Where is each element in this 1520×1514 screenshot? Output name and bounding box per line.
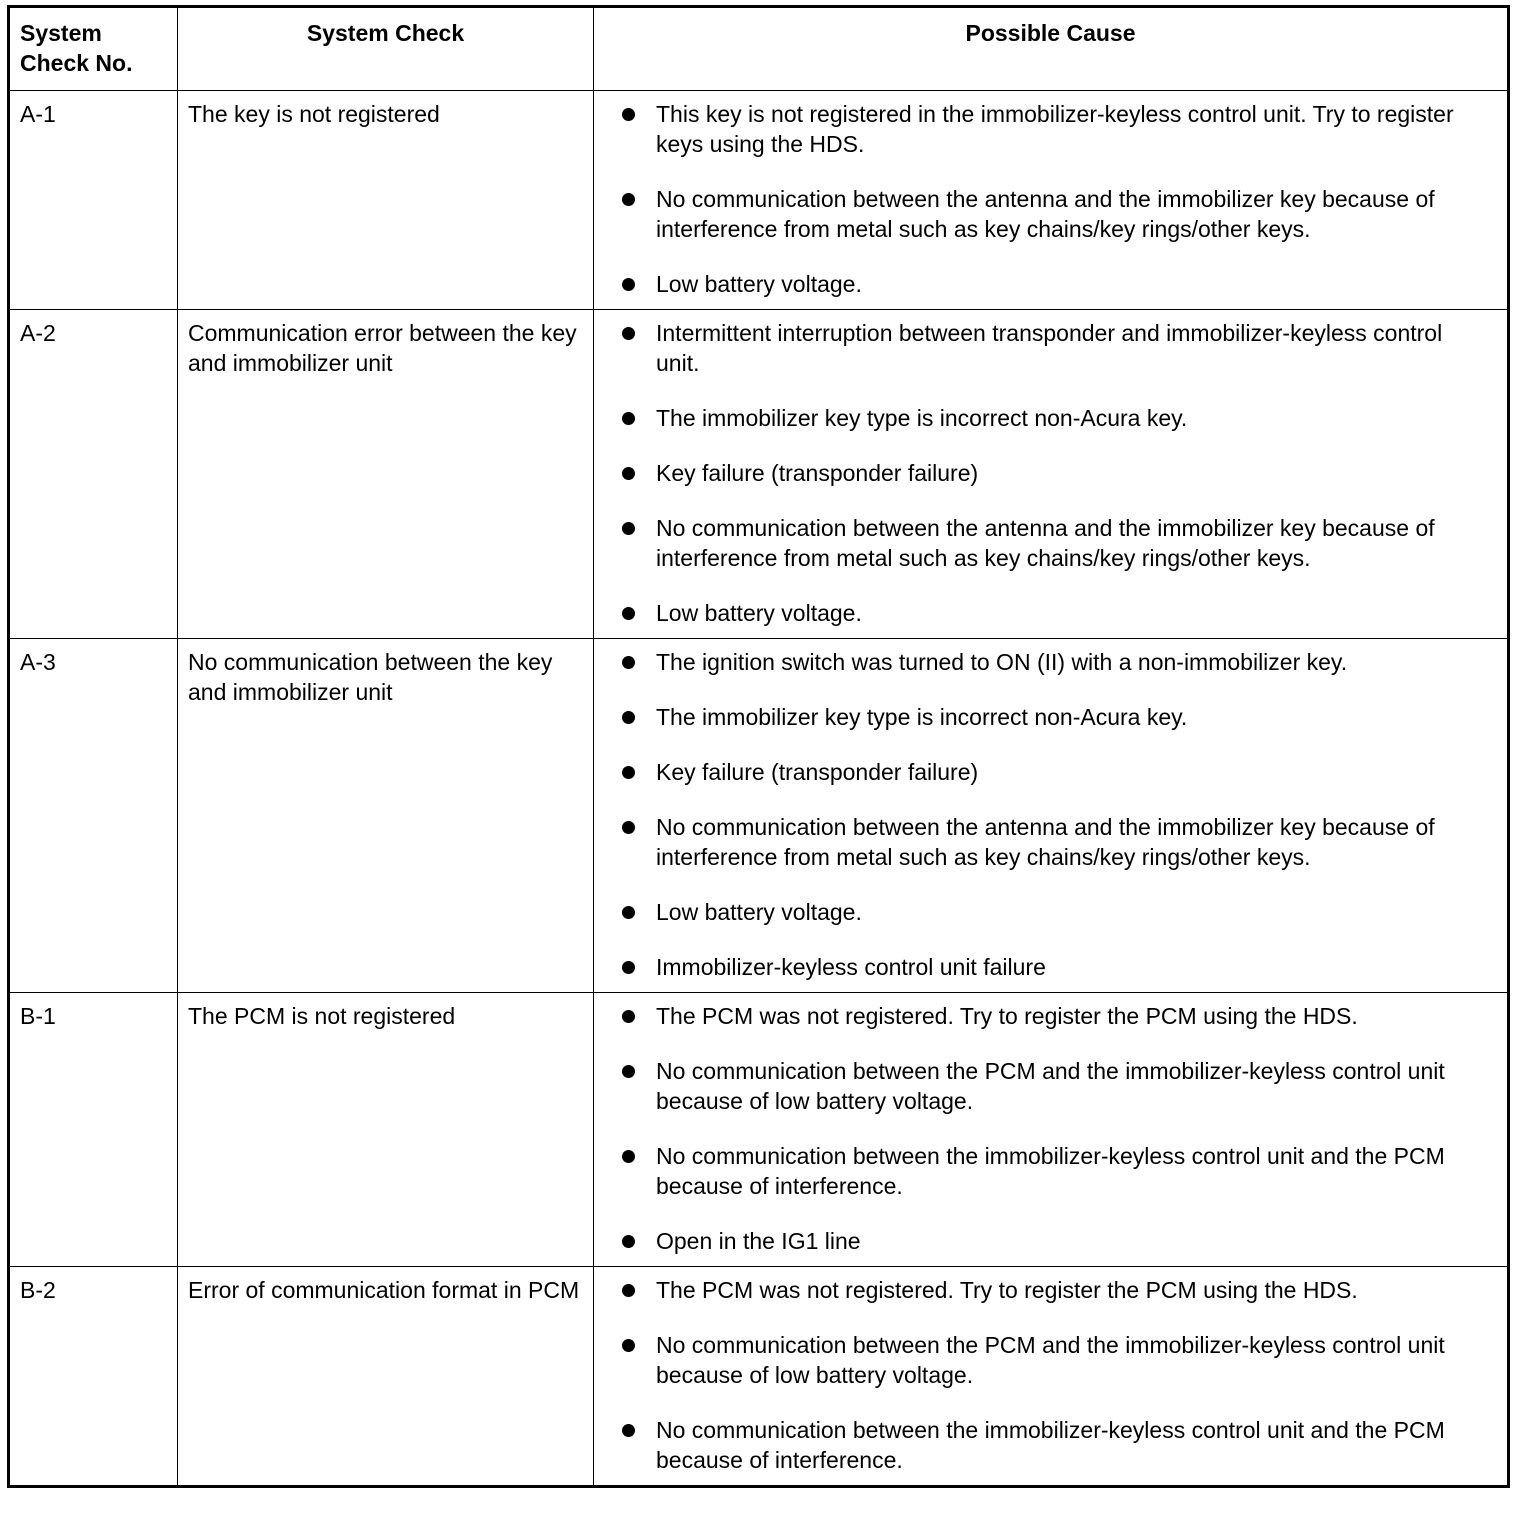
list-item	[656, 403, 1487, 433]
system-check-text: The key is not registered	[188, 101, 440, 127]
possible-cause-text: This key is not registered in the immobilizer-keyless control unit. Try to register keys using the HDS.	[656, 101, 1454, 157]
list-item	[656, 647, 1487, 677]
possible-cause-text: Key failure (transponder failure)	[656, 759, 979, 785]
table-body	[9, 91, 1509, 1487]
possible-cause-text: The ignition switch was turned to ON (II) with a non-immobilizer key.	[656, 649, 1348, 675]
system-check-no-cell	[9, 993, 178, 1267]
bullet-icon	[622, 193, 635, 206]
bullet-icon	[622, 1424, 635, 1437]
table-row	[9, 639, 1509, 993]
list-item	[656, 1141, 1487, 1201]
possible-cause-list	[594, 91, 1507, 309]
possible-cause-list	[594, 993, 1507, 1266]
bullet-icon	[622, 412, 635, 425]
table-row	[9, 993, 1509, 1267]
possible-cause-cell	[594, 1267, 1509, 1487]
system-check-cell	[178, 993, 594, 1267]
possible-cause-list	[594, 310, 1507, 638]
bullet-icon	[622, 1150, 635, 1163]
table-row	[9, 310, 1509, 639]
possible-cause-text: No communication between the antenna and the immobilizer key because of interference from metal such as key chains/key rings/other keys.	[656, 814, 1435, 870]
possible-cause-text: No communication between the antenna and the immobilizer key because of interference from metal such as key chains/key rings/other keys.	[656, 186, 1435, 242]
list-item	[656, 1275, 1487, 1305]
bullet-icon	[622, 766, 635, 779]
bullet-icon	[622, 327, 635, 340]
possible-cause-text: Low battery voltage.	[656, 600, 862, 626]
bullet-icon	[622, 961, 635, 974]
possible-cause-list	[594, 1267, 1507, 1485]
bullet-icon	[622, 656, 635, 669]
system-check-no-cell	[9, 91, 178, 310]
bullet-icon	[622, 1339, 635, 1352]
list-item	[656, 1415, 1487, 1475]
system-check-cell	[178, 639, 594, 993]
table-header-row	[9, 7, 1509, 91]
bullet-icon	[622, 108, 635, 121]
possible-cause-text: The PCM was not registered. Try to register the PCM using the HDS.	[656, 1277, 1358, 1303]
bullet-icon	[622, 1065, 635, 1078]
header-possible-cause-label: Possible Cause	[965, 20, 1136, 46]
list-item	[656, 269, 1487, 299]
list-item	[656, 184, 1487, 244]
system-check-no-cell	[9, 310, 178, 639]
bullet-icon	[622, 278, 635, 291]
possible-cause-cell	[594, 91, 1509, 310]
system-check-no: B-2	[20, 1277, 56, 1303]
bullet-icon	[622, 467, 635, 480]
bullet-icon	[622, 906, 635, 919]
header-system-check-no-line1: System	[20, 20, 102, 46]
possible-cause-text: No communication between the immobilizer-keyless control unit and the PCM because of interference.	[656, 1417, 1445, 1473]
bullet-icon	[622, 1010, 635, 1023]
possible-cause-text: The immobilizer key type is incorrect non-Acura key.	[656, 405, 1188, 431]
list-item	[656, 458, 1487, 488]
list-item	[656, 1056, 1487, 1116]
table-row	[9, 1267, 1509, 1487]
list-item	[656, 1226, 1487, 1256]
list-item	[656, 99, 1487, 159]
system-check-no: A-3	[20, 649, 56, 675]
header-system-check-no	[9, 7, 178, 91]
possible-cause-cell	[594, 310, 1509, 639]
possible-cause-text: Immobilizer-keyless control unit failure	[656, 954, 1046, 980]
header-system-check-no-line2: Check No.	[20, 50, 133, 76]
possible-cause-text: No communication between the PCM and the immobilizer-keyless control unit because of low battery voltage.	[656, 1058, 1445, 1114]
system-check-text: Communication error between the key and immobilizer unit	[188, 320, 577, 376]
possible-cause-text: Low battery voltage.	[656, 899, 862, 925]
list-item	[656, 598, 1487, 628]
bullet-icon	[622, 821, 635, 834]
list-item	[656, 513, 1487, 573]
list-item	[656, 1330, 1487, 1390]
header-system-check	[178, 7, 594, 91]
possible-cause-cell	[594, 993, 1509, 1267]
system-check-no: A-1	[20, 101, 56, 127]
possible-cause-text: The PCM was not registered. Try to register the PCM using the HDS.	[656, 1003, 1358, 1029]
system-check-cell	[178, 91, 594, 310]
table-row	[9, 91, 1509, 310]
possible-cause-text: No communication between the antenna and the immobilizer key because of interference from metal such as key chains/key rings/other keys.	[656, 515, 1435, 571]
system-check-no: A-2	[20, 320, 56, 346]
system-check-no: B-1	[20, 1003, 56, 1029]
list-item	[656, 318, 1487, 378]
possible-cause-text: Key failure (transponder failure)	[656, 460, 979, 486]
system-check-text: The PCM is not registered	[188, 1003, 456, 1029]
list-item	[656, 952, 1487, 982]
system-check-text: Error of communication format in PCM	[188, 1277, 580, 1303]
list-item	[656, 702, 1487, 732]
list-item	[656, 1001, 1487, 1031]
possible-cause-cell	[594, 639, 1509, 993]
system-check-no-cell	[9, 1267, 178, 1487]
list-item	[656, 757, 1487, 787]
possible-cause-text: No communication between the PCM and the immobilizer-keyless control unit because of low battery voltage.	[656, 1332, 1445, 1388]
possible-cause-list	[594, 639, 1507, 992]
system-check-no-cell	[9, 639, 178, 993]
list-item	[656, 897, 1487, 927]
possible-cause-text: Low battery voltage.	[656, 271, 862, 297]
bullet-icon	[622, 1235, 635, 1248]
bullet-icon	[622, 522, 635, 535]
system-check-cell	[178, 1267, 594, 1487]
possible-cause-text: The immobilizer key type is incorrect non-Acura key.	[656, 704, 1188, 730]
diagnostic-table	[7, 5, 1510, 1488]
header-possible-cause	[594, 7, 1509, 91]
system-check-cell	[178, 310, 594, 639]
list-item	[656, 812, 1487, 872]
bullet-icon	[622, 1284, 635, 1297]
header-system-check-label: System Check	[306, 20, 465, 46]
system-check-text: No communication between the key and immobilizer unit	[188, 649, 553, 705]
possible-cause-text: Open in the IG1 line	[656, 1228, 861, 1254]
bullet-icon	[622, 607, 635, 620]
possible-cause-text: No communication between the immobilizer-keyless control unit and the PCM because of interference.	[656, 1143, 1445, 1199]
bullet-icon	[622, 711, 635, 724]
possible-cause-text: Intermittent interruption between transponder and immobilizer-keyless control unit.	[656, 320, 1443, 376]
